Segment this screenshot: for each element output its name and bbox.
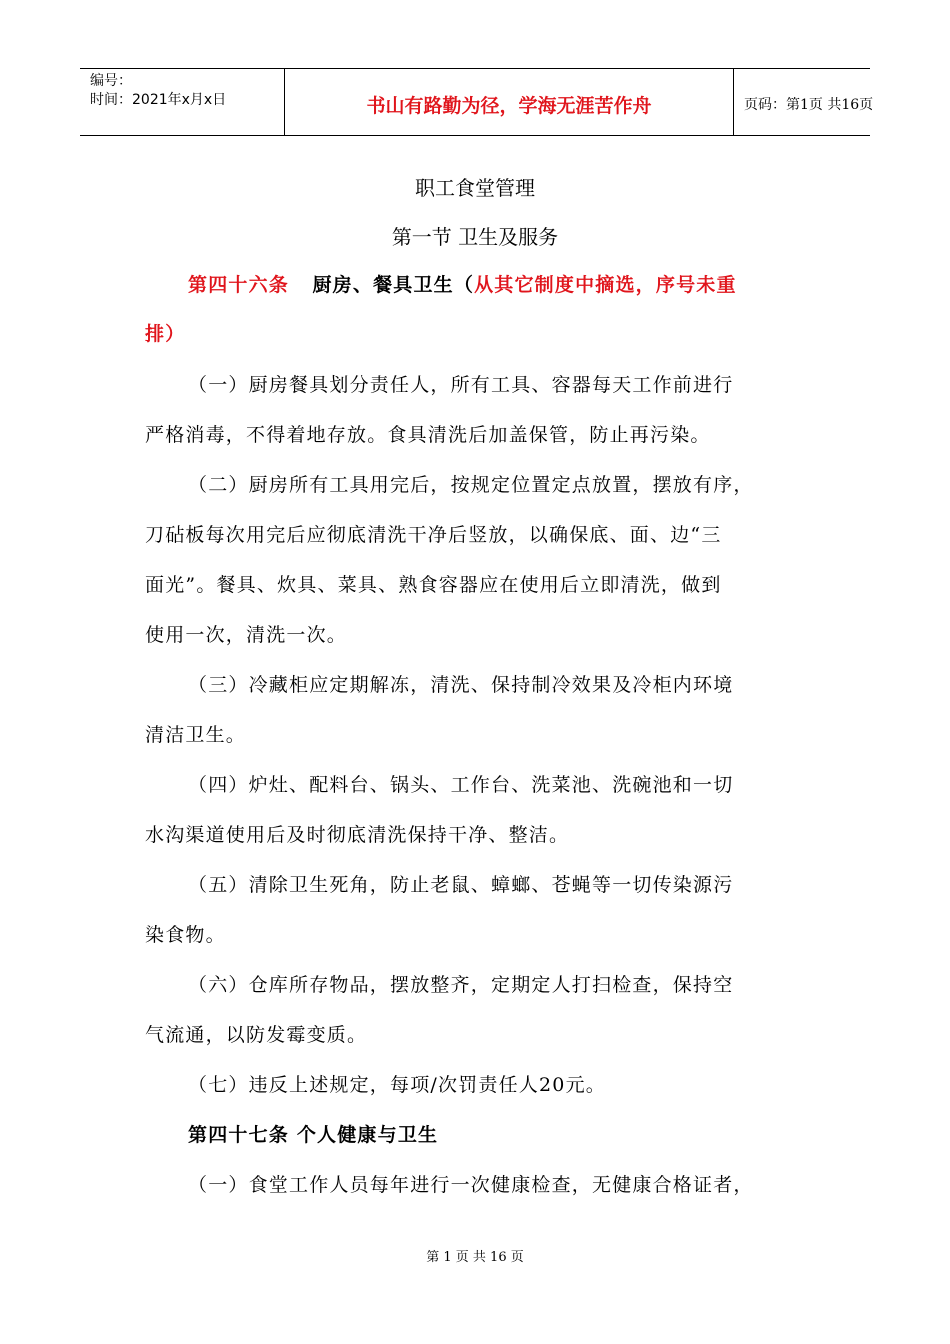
header-table [80, 68, 874, 136]
header-meta-cell [80, 69, 284, 135]
paragraph-line: 染食物。 [145, 924, 226, 946]
section-heading: 第一节 卫生及服务 [391, 225, 559, 249]
article-46-note: 从其它制度中摘选，序号未重 [474, 274, 737, 296]
article-46-title: 厨房、餐具卫生（ [312, 274, 475, 296]
paragraph-line: （四）炉灶、配料台、锅头、工作台、洗菜池、洗碗池和一切 [188, 774, 734, 796]
header-page-cell [734, 69, 874, 135]
document-date-label: 时间：2021年x月x日 [90, 92, 227, 108]
article-47-heading: 第四十七条 个人健康与卫生 [188, 1124, 439, 1146]
page-info: 页码：第1页 共16页 [744, 97, 874, 113]
document-number-label: 编号： [90, 73, 132, 89]
paragraph-line: 面光”。餐具、炊具、菜具、熟食容器应在使用后立即清洗，做到 [145, 574, 722, 596]
article-46-heading [188, 271, 848, 299]
document-title: 职工食堂管理 [415, 176, 535, 200]
paragraph-line: 清洁卫生。 [145, 724, 247, 746]
paragraph-line: 刀砧板每次用完后应彻底清洗干净后竖放，以确保底、面、边“三 [145, 524, 722, 546]
article-46-number: 第四十六条 [188, 274, 290, 296]
article-46-note-continued: 排） [145, 323, 186, 345]
paragraph-line: （一）厨房餐具划分责任人，所有工具、容器每天工作前进行 [188, 374, 734, 396]
paragraph-line: （三）冷藏柜应定期解冻，清洗、保持制冷效果及冷柜内环境 [188, 674, 734, 696]
paragraph-line: 严格消毒，不得着地存放。食具清洗后加盖保管，防止再污染。 [145, 424, 711, 446]
header-motto-cell [284, 69, 734, 135]
paragraph-line: （七）违反上述规定，每项/次罚责任人20元。 [188, 1074, 606, 1096]
page-footer: 第 1 页 共 16 页 [426, 1250, 524, 1265]
paragraph-line: （一）食堂工作人员每年进行一次健康检查，无健康合格证者， [188, 1174, 754, 1196]
motto-text: 书山有路勤为径，学海无涯苦作舟 [366, 95, 652, 117]
paragraph-line: （六）仓库所存物品，摆放整齐，定期定人打扫检查，保持空 [188, 974, 734, 996]
paragraph-line: （五）清除卫生死角，防止老鼠、蟑螂、苍蝇等一切传染源污 [188, 874, 734, 896]
paragraph-line: 水沟渠道使用后及时彻底清洗保持干净、整洁。 [145, 824, 570, 846]
paragraph-line: 气流通，以防发霉变质。 [145, 1024, 368, 1046]
paragraph-line: 使用一次，清洗一次。 [145, 624, 348, 646]
paragraph-line: （二）厨房所有工具用完后，按规定位置定点放置，摆放有序， [188, 474, 754, 496]
